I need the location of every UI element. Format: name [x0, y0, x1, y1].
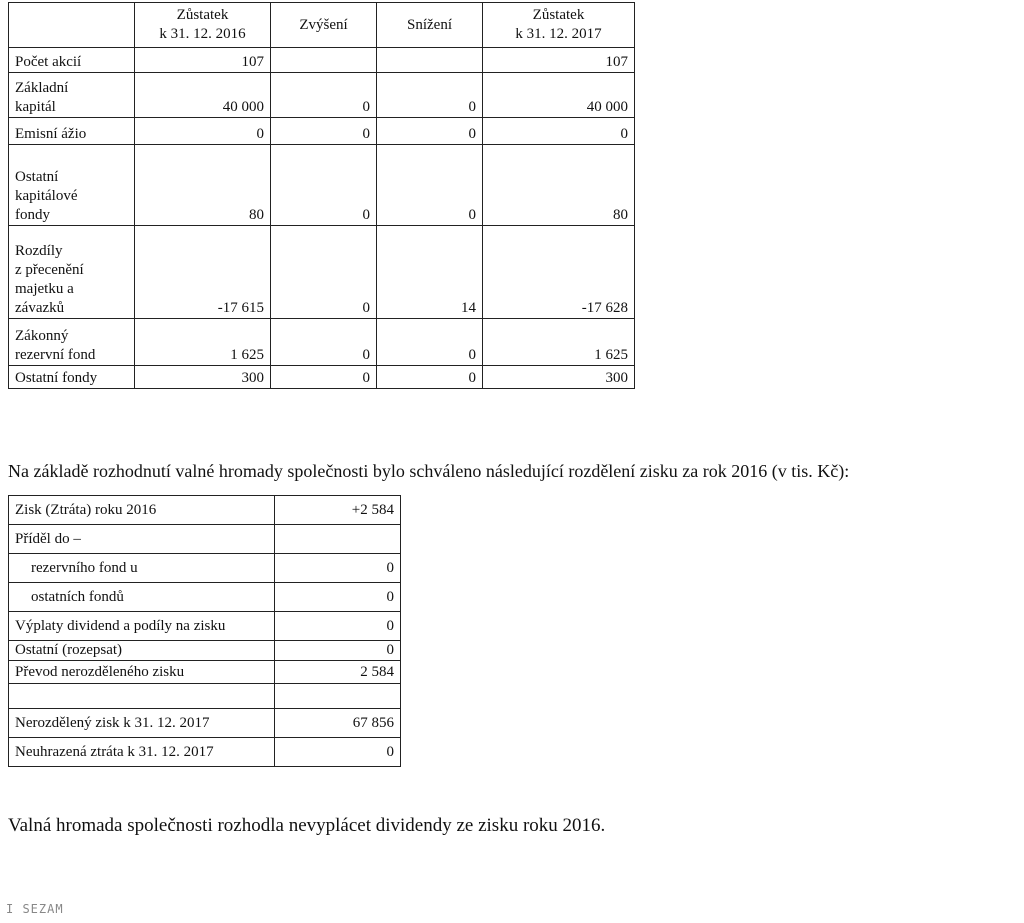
table-row: [9, 612, 401, 641]
cell-value: 0: [275, 583, 401, 612]
cell-start: 80: [135, 145, 271, 226]
cell-decrease: 0: [377, 118, 483, 145]
table-row: [9, 738, 401, 767]
cell-end: 1 625: [483, 319, 635, 366]
cell-value: 67 856: [275, 709, 401, 738]
cell-start: 300: [135, 366, 271, 389]
table-row: [9, 709, 401, 738]
row-label: Emisní ážio: [9, 118, 135, 145]
table-row: [9, 226, 635, 319]
row-label: Ostatní kapitálové fondy: [9, 145, 135, 226]
header-decrease: Snížení: [377, 3, 483, 48]
row-label: Převod nerozděleného zisku: [9, 661, 275, 684]
cell-start: -17 615: [135, 226, 271, 319]
cell-decrease: 0: [377, 319, 483, 366]
cell-end: 107: [483, 48, 635, 73]
cell-end: -17 628: [483, 226, 635, 319]
cell-increase: 0: [271, 366, 377, 389]
cell-increase: 0: [271, 226, 377, 319]
table-row: [9, 366, 635, 389]
cell-value: 0: [275, 612, 401, 641]
table-row: [9, 525, 401, 554]
cell-end: 0: [483, 118, 635, 145]
cell-start: 107: [135, 48, 271, 73]
intro-paragraph: Na základě rozhodnutí valné hromady společnosti bylo schváleno následující rozdělení zisku za rok 2016 (v tis. Kč):: [8, 461, 850, 481]
header-increase: Zvýšení: [271, 3, 377, 48]
table-row: [9, 145, 635, 226]
cell-value: +2 584: [275, 496, 401, 525]
cell-end: 80: [483, 145, 635, 226]
cell-increase: [271, 48, 377, 73]
table-row: [9, 641, 401, 661]
cell-decrease: 14: [377, 226, 483, 319]
row-label: Zisk (Ztráta) roku 2016: [9, 496, 275, 525]
cell-decrease: 0: [377, 366, 483, 389]
row-label: Nerozdělený zisk k 31. 12. 2017: [9, 709, 275, 738]
row-label: Výplaty dividend a podíly na zisku: [9, 612, 275, 641]
cell-value: 0: [275, 738, 401, 767]
table-row: [9, 118, 635, 145]
table-row: [9, 661, 401, 684]
equity-changes-table: [8, 2, 635, 389]
cell-end: 300: [483, 366, 635, 389]
cell-start: 40 000: [135, 73, 271, 118]
cell-value: 0: [275, 554, 401, 583]
row-label: Ostatní (rozepsat): [9, 641, 275, 661]
row-label: Rozdíly z přecenění majetku a závazků: [9, 226, 135, 319]
cell-decrease: 0: [377, 73, 483, 118]
spacer-cell: [9, 684, 275, 709]
row-label: Neuhrazená ztráta k 31. 12. 2017: [9, 738, 275, 767]
header-balance-2017: Zůstatek k 31. 12. 2017: [483, 3, 635, 48]
cell-value: [275, 525, 401, 554]
footer-text: I SEZAM: [6, 902, 64, 916]
cell-end: 40 000: [483, 73, 635, 118]
table-header-row: [9, 3, 635, 48]
row-label: rezervního fond u: [9, 554, 275, 583]
row-label: ostatních fondů: [9, 583, 275, 612]
cell-increase: 0: [271, 73, 377, 118]
spacer-row: [9, 684, 401, 709]
row-label: Zákonný rezervní fond: [9, 319, 135, 366]
row-label: Ostatní fondy: [9, 366, 135, 389]
cell-value: 0: [275, 641, 401, 661]
spacer-cell: [275, 684, 401, 709]
row-label: Základní kapitál: [9, 73, 135, 118]
table-row: [9, 583, 401, 612]
cell-decrease: [377, 48, 483, 73]
table-row: [9, 319, 635, 366]
cell-increase: 0: [271, 319, 377, 366]
cell-start: 1 625: [135, 319, 271, 366]
header-empty: [9, 3, 135, 48]
closing-paragraph: Valná hromada společnosti rozhodla nevyplácet dividendy ze zisku roku 2016.: [8, 815, 606, 836]
cell-increase: 0: [271, 118, 377, 145]
table-row: [9, 48, 635, 73]
table-row: [9, 496, 401, 525]
table-row: [9, 554, 401, 583]
cell-start: 0: [135, 118, 271, 145]
cell-value: 2 584: [275, 661, 401, 684]
header-balance-2016: Zůstatek k 31. 12. 2016: [135, 3, 271, 48]
row-label: Počet akcií: [9, 48, 135, 73]
cell-increase: 0: [271, 145, 377, 226]
cell-decrease: 0: [377, 145, 483, 226]
table-row: [9, 73, 635, 118]
profit-distribution-table: [8, 495, 401, 767]
row-label: Příděl do –: [9, 525, 275, 554]
